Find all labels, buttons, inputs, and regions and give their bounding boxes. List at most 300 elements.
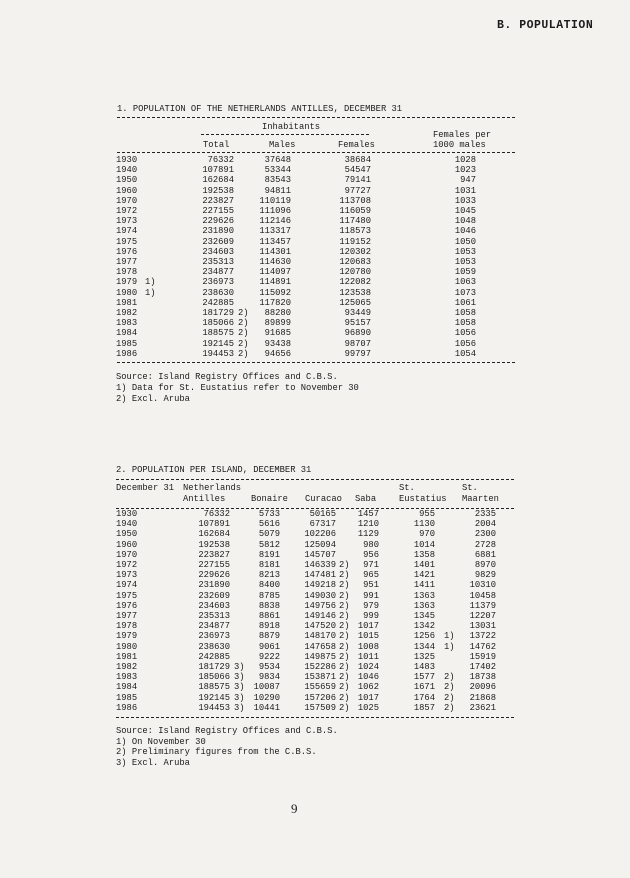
ratio-cell: 1050 [454, 236, 476, 247]
footnote: 2) Excl. Aruba [116, 394, 190, 404]
saba-cell: 1017 [357, 621, 379, 632]
year-cell: 1982 [116, 662, 138, 672]
saba-cell: 1457 [357, 509, 379, 519]
table2-col-saba: Saba [355, 494, 377, 504]
total-cell: 227155 [202, 206, 234, 216]
curacao-footnote: 2) [339, 641, 350, 652]
total-footnote: 2) [238, 348, 249, 359]
ratio-cell: 1045 [454, 206, 476, 216]
footnote: 1) Data for St. Eustatius refer to November 30 [116, 383, 359, 393]
year-cell: 1930 [116, 509, 138, 519]
year-cell: 1972 [116, 206, 138, 216]
eustatius-cell: 1671 [413, 682, 435, 693]
year-cell: 1972 [116, 560, 138, 570]
curacao-footnote: 2) [339, 611, 350, 621]
ratio-cell: 1061 [454, 297, 476, 308]
bonaire-cell: 8191 [258, 549, 280, 560]
table2-col-maarten-2: Maarten [462, 494, 499, 504]
males-cell: 37648 [264, 155, 291, 165]
year-cell: 1950 [116, 175, 138, 186]
total-cell: 76332 [207, 155, 234, 165]
table1-group-header: Inhabitants [262, 122, 321, 132]
eustatius-footnote: 2) [444, 692, 455, 703]
eustatius-cell: 1363 [413, 590, 435, 601]
antilles-cell: 242885 [198, 651, 230, 662]
total-cell: 238630 [202, 287, 234, 298]
total-cell: 162684 [202, 175, 234, 186]
eustatius-cell: 1342 [413, 621, 435, 632]
year-cell: 1960 [116, 539, 138, 550]
eustatius-cell: 1358 [413, 549, 435, 560]
year-footnote: 1) [145, 287, 156, 298]
bonaire-cell: 10087 [253, 682, 280, 693]
antilles-cell: 185066 [198, 672, 230, 683]
footnote: 2) Preliminary figures from the C.B.S. [116, 747, 317, 757]
saba-cell: 1024 [357, 662, 379, 672]
ratio-cell: 1073 [454, 287, 476, 298]
page-number: 9 [291, 801, 298, 816]
males-cell: 111096 [259, 206, 291, 216]
eustatius-cell: 1130 [413, 519, 435, 530]
maarten-cell: 20096 [469, 682, 496, 693]
curacao-cell: 147481 [304, 570, 336, 581]
males-cell: 94811 [264, 185, 291, 196]
bonaire-cell: 5079 [258, 529, 280, 540]
females-cell: 79141 [344, 175, 371, 186]
year-cell: 1930 [116, 155, 138, 165]
curacao-cell: 149146 [304, 611, 336, 621]
maarten-cell: 21868 [469, 692, 496, 703]
curacao-cell: 146339 [304, 560, 336, 570]
curacao-cell: 152286 [304, 662, 336, 672]
year-cell: 1975 [116, 590, 138, 601]
females-cell: 95157 [344, 318, 371, 329]
males-cell: 113457 [259, 236, 291, 247]
saba-cell: 956 [363, 549, 379, 560]
year-cell: 1973 [116, 216, 138, 227]
bonaire-cell: 8838 [258, 600, 280, 611]
maarten-cell: 9829 [474, 570, 496, 581]
year-cell: 1950 [116, 529, 138, 540]
antilles-footnote: 3) [234, 662, 245, 672]
total-cell: 181729 [202, 308, 234, 318]
antilles-cell: 188575 [198, 682, 230, 693]
females-cell: 119152 [339, 236, 371, 247]
total-cell: 242885 [202, 297, 234, 308]
year-cell: 1983 [116, 318, 138, 329]
antilles-cell: 231890 [198, 580, 230, 591]
footnote: 3) Excl. Aruba [116, 757, 190, 768]
total-cell: 229626 [202, 216, 234, 227]
curacao-footnote: 2) [339, 580, 350, 591]
curacao-cell: 145707 [304, 549, 336, 560]
table2-col-antilles-2: Antilles [183, 494, 226, 504]
ratio-cell: 1058 [454, 308, 476, 318]
eustatius-footnote: 1) [444, 641, 455, 652]
females-cell: 54547 [344, 165, 371, 176]
antilles-cell: 192145 [198, 692, 230, 703]
antilles-cell: 227155 [198, 560, 230, 570]
ratio-cell: 1058 [454, 318, 476, 329]
year-cell: 1980 [116, 287, 138, 298]
year-cell: 1984 [116, 682, 138, 693]
total-cell: 192145 [202, 338, 234, 349]
saba-cell: 1046 [357, 672, 379, 683]
year-cell: 1977 [116, 611, 138, 621]
males-cell: 114301 [259, 246, 291, 257]
maarten-cell: 11379 [469, 600, 496, 611]
year-cell: 1979 [116, 631, 138, 642]
ratio-cell: 1053 [454, 257, 476, 267]
antilles-cell: 181729 [198, 662, 230, 672]
year-cell: 1979 [116, 277, 138, 288]
males-cell: 112146 [259, 216, 291, 227]
ratio-cell: 1063 [454, 277, 476, 288]
saba-cell: 1008 [357, 641, 379, 652]
males-cell: 117820 [259, 297, 291, 308]
maarten-cell: 2300 [474, 529, 496, 540]
saba-cell: 999 [363, 611, 379, 621]
table1-col-ratio-1: Females per [433, 130, 492, 140]
females-cell: 120780 [339, 267, 371, 278]
bonaire-cell: 8213 [258, 570, 280, 581]
curacao-footnote: 2) [339, 672, 350, 683]
total-footnote: 2) [238, 318, 249, 329]
eustatius-cell: 1764 [413, 692, 435, 703]
year-cell: 1974 [116, 226, 138, 237]
eustatius-cell: 1345 [413, 611, 435, 621]
ratio-cell: 1028 [454, 155, 476, 165]
table2-top-rule [116, 479, 516, 480]
bonaire-cell: 5616 [258, 519, 280, 530]
year-cell: 1983 [116, 672, 138, 683]
antilles-cell: 234603 [198, 600, 230, 611]
saba-cell: 991 [363, 590, 379, 601]
year-footnote: 1) [145, 277, 156, 288]
curacao-cell: 147658 [304, 641, 336, 652]
females-cell: 96890 [344, 328, 371, 339]
table2-bottom-rule [116, 717, 516, 718]
year-cell: 1977 [116, 257, 138, 267]
females-cell: 120683 [339, 257, 371, 267]
females-cell: 113708 [339, 195, 371, 206]
maarten-cell: 13031 [469, 621, 496, 632]
antilles-footnote: 3) [234, 692, 245, 703]
curacao-cell: 149030 [304, 590, 336, 601]
antilles-footnote: 3) [234, 682, 245, 693]
eustatius-cell: 970 [419, 529, 435, 540]
maarten-cell: 8970 [474, 560, 496, 570]
females-cell: 98707 [344, 338, 371, 349]
saba-cell: 951 [363, 580, 379, 591]
bonaire-cell: 10290 [253, 692, 280, 703]
total-cell: 107891 [202, 165, 234, 176]
bonaire-cell: 5812 [258, 539, 280, 550]
year-cell: 1978 [116, 621, 138, 632]
males-cell: 88280 [264, 308, 291, 318]
table1-group-rule [201, 134, 371, 135]
year-cell: 1985 [116, 338, 138, 349]
curacao-footnote: 2) [339, 702, 350, 713]
bonaire-cell: 8861 [258, 611, 280, 621]
maarten-cell: 13722 [469, 631, 496, 642]
females-cell: 117480 [339, 216, 371, 227]
curacao-cell: 125094 [304, 539, 336, 550]
table1-col-males: Males [269, 140, 296, 150]
total-cell: 235313 [202, 257, 234, 267]
maarten-cell: 2335 [474, 509, 496, 519]
ratio-cell: 947 [460, 175, 476, 186]
males-cell: 93438 [264, 338, 291, 349]
males-cell: 89899 [264, 318, 291, 329]
females-cell: 123538 [339, 287, 371, 298]
eustatius-cell: 1421 [413, 570, 435, 581]
table1-col-females: Females [338, 140, 375, 150]
curacao-cell: 153871 [304, 672, 336, 683]
females-cell: 99797 [344, 348, 371, 359]
year-cell: 1978 [116, 267, 138, 278]
table1-col-total: Total [203, 140, 230, 150]
bonaire-cell: 8181 [258, 560, 280, 570]
curacao-cell: 67317 [309, 519, 336, 530]
antilles-cell: 76332 [203, 509, 230, 519]
males-cell: 91685 [264, 328, 291, 339]
table2-col-maarten-1: St. [462, 483, 478, 493]
total-cell: 188575 [202, 328, 234, 339]
ratio-cell: 1059 [454, 267, 476, 278]
total-cell: 232609 [202, 236, 234, 247]
year-cell: 1982 [116, 308, 138, 318]
eustatius-cell: 1577 [413, 672, 435, 683]
ratio-cell: 1033 [454, 195, 476, 206]
ratio-cell: 1048 [454, 216, 476, 227]
table2-col-eustatius-1: St. [399, 483, 415, 493]
males-cell: 115092 [259, 287, 291, 298]
saba-cell: 1129 [357, 529, 379, 540]
females-cell: 93449 [344, 308, 371, 318]
eustatius-cell: 1401 [413, 560, 435, 570]
curacao-footnote: 2) [339, 560, 350, 570]
bonaire-cell: 9834 [258, 672, 280, 683]
curacao-footnote: 2) [339, 692, 350, 703]
bonaire-cell: 5733 [258, 509, 280, 519]
ratio-cell: 1056 [454, 328, 476, 339]
antilles-footnote: 3) [234, 702, 245, 713]
ratio-cell: 1054 [454, 348, 476, 359]
maarten-cell: 14762 [469, 641, 496, 652]
curacao-footnote: 2) [339, 570, 350, 581]
males-cell: 114630 [259, 257, 291, 267]
bonaire-cell: 8785 [258, 590, 280, 601]
saba-cell: 1210 [357, 519, 379, 530]
table1-header-rule [117, 152, 515, 153]
maarten-cell: 2728 [474, 539, 496, 550]
ratio-cell: 1056 [454, 338, 476, 349]
curacao-footnote: 2) [339, 682, 350, 693]
table2-col-eustatius-2: Eustatius [399, 494, 447, 504]
antilles-cell: 162684 [198, 529, 230, 540]
curacao-cell: 149875 [304, 651, 336, 662]
females-cell: 116059 [339, 206, 371, 216]
curacao-cell: 50165 [309, 509, 336, 519]
saba-cell: 979 [363, 600, 379, 611]
year-cell: 1940 [116, 519, 138, 530]
year-cell: 1974 [116, 580, 138, 591]
maarten-cell: 17402 [469, 662, 496, 672]
antilles-cell: 238630 [198, 641, 230, 652]
males-cell: 94656 [264, 348, 291, 359]
males-cell: 83543 [264, 175, 291, 186]
eustatius-cell: 1363 [413, 600, 435, 611]
total-footnote: 2) [238, 328, 249, 339]
males-cell: 110119 [259, 195, 291, 206]
page-section-header: B. POPULATION [497, 19, 594, 32]
table2-col-bonaire: Bonaire [251, 494, 288, 504]
maarten-cell: 15919 [469, 651, 496, 662]
maarten-cell: 18738 [469, 672, 496, 683]
year-cell: 1975 [116, 236, 138, 247]
saba-cell: 1025 [357, 702, 379, 713]
eustatius-cell: 1256 [413, 631, 435, 642]
eustatius-footnote: 2) [444, 702, 455, 713]
table2-col-antilles-1: Netherlands [183, 483, 242, 493]
curacao-cell: 149756 [304, 600, 336, 611]
maarten-cell: 6881 [474, 549, 496, 560]
antilles-cell: 192538 [198, 539, 230, 550]
table1-top-rule [117, 117, 515, 118]
eustatius-footnote: 2) [444, 682, 455, 693]
total-footnote: 2) [238, 338, 249, 349]
antilles-cell: 107891 [198, 519, 230, 530]
total-cell: 236973 [202, 277, 234, 288]
year-cell: 1986 [116, 702, 138, 713]
females-cell: 97727 [344, 185, 371, 196]
year-cell: 1973 [116, 570, 138, 581]
antilles-cell: 236973 [198, 631, 230, 642]
maarten-cell: 12207 [469, 611, 496, 621]
eustatius-cell: 1857 [413, 702, 435, 713]
curacao-cell: 157509 [304, 702, 336, 713]
year-cell: 1986 [116, 348, 138, 359]
saba-cell: 1062 [357, 682, 379, 693]
eustatius-cell: 955 [419, 509, 435, 519]
curacao-cell: 102206 [304, 529, 336, 540]
bonaire-cell: 9222 [258, 651, 280, 662]
antilles-cell: 194453 [198, 702, 230, 713]
ratio-cell: 1053 [454, 246, 476, 257]
curacao-footnote: 2) [339, 651, 350, 662]
curacao-cell: 148170 [304, 631, 336, 642]
females-cell: 122082 [339, 277, 371, 288]
curacao-footnote: 2) [339, 621, 350, 632]
total-cell: 223827 [202, 195, 234, 206]
maarten-cell: 2004 [474, 519, 496, 530]
antilles-footnote: 3) [234, 672, 245, 683]
total-footnote: 2) [238, 308, 249, 318]
antilles-cell: 223827 [198, 549, 230, 560]
antilles-cell: 234877 [198, 621, 230, 632]
curacao-cell: 147520 [304, 621, 336, 632]
saba-cell: 1015 [357, 631, 379, 642]
males-cell: 114097 [259, 267, 291, 278]
bonaire-cell: 9534 [258, 662, 280, 672]
table1-title: 1. POPULATION OF THE NETHERLANDS ANTILLES, DECEMBER 31 [117, 104, 403, 114]
ratio-cell: 1031 [454, 185, 476, 196]
year-cell: 1981 [116, 297, 138, 308]
maarten-cell: 23621 [469, 702, 496, 713]
total-cell: 185066 [202, 318, 234, 329]
year-cell: 1940 [116, 165, 138, 176]
table2-col-curacao: Curacao [305, 494, 342, 504]
bonaire-cell: 10441 [253, 702, 280, 713]
total-cell: 234877 [202, 267, 234, 278]
antilles-cell: 235313 [198, 611, 230, 621]
curacao-cell: 155659 [304, 682, 336, 693]
year-cell: 1960 [116, 185, 138, 196]
footnote: Source: Island Registry Offices and C.B.S. [116, 726, 338, 736]
maarten-cell: 10458 [469, 590, 496, 601]
antilles-cell: 232609 [198, 590, 230, 601]
ratio-cell: 1046 [454, 226, 476, 237]
table1-bottom-rule [117, 362, 515, 363]
females-cell: 38684 [344, 155, 371, 165]
curacao-cell: 157206 [304, 692, 336, 703]
eustatius-cell: 1411 [413, 580, 435, 591]
total-cell: 231890 [202, 226, 234, 237]
males-cell: 113317 [259, 226, 291, 237]
year-cell: 1976 [116, 246, 138, 257]
eustatius-cell: 1483 [413, 662, 435, 672]
year-cell: 1970 [116, 549, 138, 560]
females-cell: 120302 [339, 246, 371, 257]
total-cell: 192538 [202, 185, 234, 196]
curacao-footnote: 2) [339, 662, 350, 672]
antilles-cell: 229626 [198, 570, 230, 581]
eustatius-cell: 1344 [413, 641, 435, 652]
table1-col-ratio-2: 1000 males [433, 140, 486, 150]
year-cell: 1985 [116, 692, 138, 703]
year-cell: 1980 [116, 641, 138, 652]
table2-title: 2. POPULATION PER ISLAND, DECEMBER 31 [116, 465, 312, 475]
total-cell: 234603 [202, 246, 234, 257]
saba-cell: 1017 [357, 692, 379, 703]
males-cell: 53344 [264, 165, 291, 176]
saba-cell: 965 [363, 570, 379, 581]
eustatius-footnote: 2) [444, 672, 455, 683]
curacao-footnote: 2) [339, 600, 350, 611]
eustatius-cell: 1014 [413, 539, 435, 550]
maarten-cell: 10310 [469, 580, 496, 591]
curacao-footnote: 2) [339, 590, 350, 601]
footnote: Source: Island Registry Offices and C.B.S. [116, 372, 338, 382]
females-cell: 125065 [339, 297, 371, 308]
bonaire-cell: 8918 [258, 621, 280, 632]
table2-col-year: December 31 [116, 483, 175, 493]
ratio-cell: 1023 [454, 165, 476, 176]
eustatius-cell: 1325 [413, 651, 435, 662]
footnote: 1) On November 30 [116, 736, 206, 747]
year-cell: 1976 [116, 600, 138, 611]
eustatius-footnote: 1) [444, 631, 455, 642]
saba-cell: 1011 [357, 651, 379, 662]
males-cell: 114891 [259, 277, 291, 288]
saba-cell: 980 [363, 539, 379, 550]
females-cell: 118573 [339, 226, 371, 237]
year-cell: 1970 [116, 195, 138, 206]
year-cell: 1984 [116, 328, 138, 339]
bonaire-cell: 9061 [258, 641, 280, 652]
saba-cell: 971 [363, 560, 379, 570]
